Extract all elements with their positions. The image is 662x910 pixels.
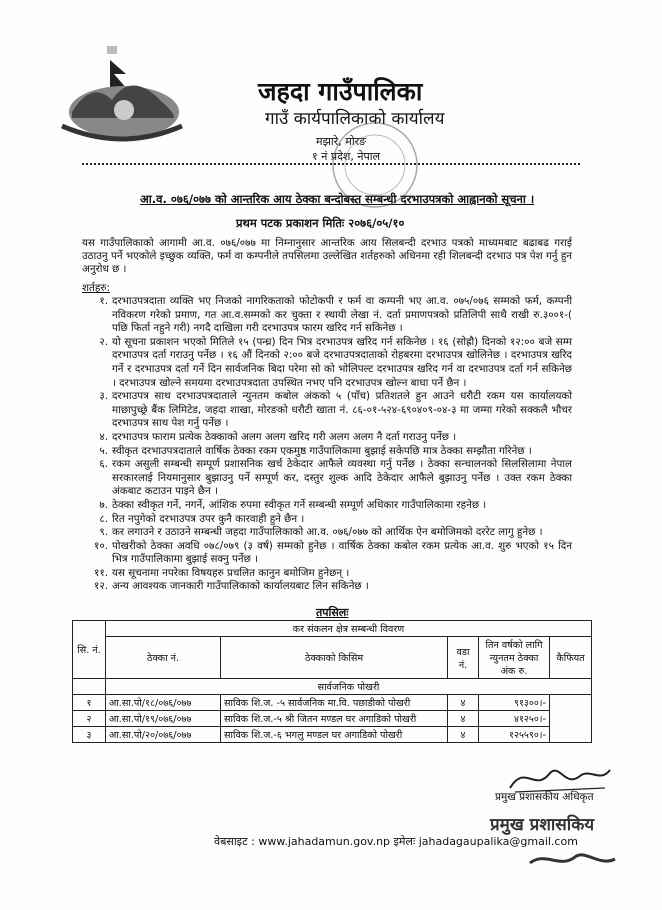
condition-item	[82, 431, 572, 445]
condition-item	[82, 458, 572, 499]
cell-sn: २	[73, 711, 106, 727]
email-link[interactable]: jahadagaupalika@gmail.com	[418, 835, 578, 848]
condition-item	[82, 336, 572, 390]
cell-sn: ३	[73, 727, 106, 743]
condition-number: ३.	[99, 390, 108, 403]
condition-text: दरभाउपत्र साथ दरभाउपत्रदाताले न्युनतम कबोल अंकको ५ (पाँच) प्रतिशतले हुन आउने धरौटी रकम यस कार्यालयको माछापुच्छ्रे बैंक लिमिटेड, जहदा शाखा, मोरङको धरौटी खाता नं. ८६-०१-५२४-६९०४०९-०४-३ मा जम्मा गरेको सक्कलै भौचर दरभाउपत्र साथ पेश गर्नु पर्नेछ ।	[112, 390, 572, 430]
condition-text: रकम असुली सम्बन्धी सम्पूर्ण प्रशासनिक खर्च ठेकेदार आफैले व्यवस्था गर्नु पर्नेछ । ठेक्का सन्चालनको सिलसिलामा नेपाल सरकारलाई नियमानुसार बुझाउनु पर्ने सम्पूर्ण कर, दस्तुर शुल्क आदि ठेकेदार आफैले बुझाउनु पर्नेछ । उक्त रकम ठेक्का अंकबाट कटाउन पाइने छैन ।	[112, 458, 572, 498]
header-contract-no: ठेक्का नं.	[106, 637, 221, 679]
page-title: जहदा गाउँपालिका	[258, 77, 423, 106]
condition-item	[82, 580, 572, 594]
condition-item	[82, 567, 572, 581]
nepal-emblem-icon	[52, 40, 192, 150]
header-sn: सि. नं.	[73, 621, 106, 679]
condition-number: ४.	[99, 430, 108, 443]
cell-contract-no: आ.सा.पो/२०/०७६/०७७	[106, 727, 221, 743]
condition-number: १२.	[94, 580, 108, 593]
cell-contract-no: आ.सा.पो/१८/०७६/०७७	[106, 695, 221, 711]
condition-text: यो सूचना प्रकाशन भएको मितिले १५ (पन्ध्र) दिन भित्र दरभाउपत्र खरिद गर्न सकिनेछ । १६ (सोह्रौ) दिनको १२:०० बजे सम्म दरभाउपत्र दर्ता गराउनु पर्नेछ । १६ औं दिनको २:०० बजे दरभाउपत्रदाताको रोहबरमा दरभाउपत्र खोलिनेछ । दरभाउपत्र खरिद गर्ने र दरभाउपत्र दर्ता गर्ने दिन सार्वजनिक बिदा परेमा सो को भोलिपल्ट दरभाउपत्र खरिद गर्न वा दरभाउपत्र दर्ता गर्न सकिनेछ । दरभाउपत्र खोल्ने समयमा दरभाउपत्रदाता उपस्थित नभए पनि दरभाउपत्र खोल्न बाधा पर्ने छैन ।	[112, 335, 572, 389]
publication-date: प्रथम पटक प्रकाशन मितिः २०७६/०५/१०	[236, 216, 405, 230]
condition-item	[82, 526, 572, 540]
condition-text: रित नपुगेको दरभाउपत्र उपर कुनै कारवाही हुने छैन ।	[112, 512, 305, 525]
official-stamp-text: प्रमुख प्रशासकिय	[490, 815, 595, 835]
condition-text: दरभाउपत्रदाता व्यक्ति भए निजको नागरिकताको फोटोकपी र फर्म वा कम्पनी भए आ.व. ०७५/०७६ सम्मको फर्म, कम्पनी नविकरण गरेको प्रमाण, गत आ.व.सम्मको कर चुक्ता र स्थायी लेखा नं. दर्ता प्रमाणपत्रको प्रतिलिपी साथै राखी रु.३००१-( पछि फिर्ता नहुने गरी) नगदै दाखिला गरी दरभाउपत्र फारम खरिद गर्न सकिनेछ ।	[112, 295, 572, 335]
cell-type: साविक शि.ज. -५ सार्वजनिक मा.वि. पछाडीको पोखरी	[221, 695, 448, 711]
condition-text: कर लगाउने र उठाउने सम्बन्धी जहदा गाउँपालिकाको आ.व. ०७६/०७७ को आर्थिक ऐन बमोजिमको दररेट लागु हुनेछ ।	[112, 526, 543, 539]
condition-number: ६.	[99, 458, 108, 471]
condition-text: स्वीकृत दरभाउपत्रदाताले वार्षिक ठेक्का रकम एकमुष्ठ गाउँपालिकामा बुझाई सकेपछि मात्र ठेक्का सम्झौता गरिनेछ ।	[112, 444, 532, 457]
conditions-heading: शर्तहरु:	[82, 282, 110, 294]
condition-text: यस सूचनामा नपरेका विषयहरु प्रचलित कानुन बमोजिम हुनेछन् ।	[112, 566, 350, 579]
cell-type: साविक शि.ज.-५ श्री जितन मण्डल घर अगाडिको पोखरी	[221, 711, 448, 727]
condition-number: २.	[99, 335, 108, 348]
cell-sn: १	[73, 695, 106, 711]
website-label: वेबसाइट :	[214, 835, 255, 848]
condition-number: १०.	[94, 539, 108, 552]
cell-amount: ९१३००।-	[479, 695, 550, 711]
cell-remarks	[550, 695, 592, 743]
table-row	[73, 695, 592, 711]
condition-item	[82, 540, 572, 567]
table-section-row	[73, 679, 592, 695]
email-label: इमेलः	[393, 835, 416, 848]
condition-item	[82, 445, 572, 459]
notice-intro: यस गाउँपालिकाको आगामी आ.व. ०७६/०७७ मा निम्नानुसार आन्तरिक आय सिलबन्दी दरभाउ पत्रको माध्यमबाट बढाबढ गराई उठाउनु पर्ने भएकोले इच्छुक व्यक्ति, फर्म वा कम्पनीले तपसिलमा उल्लेखित शर्तहरुको अधिनमा रही शिलबन्दी दरभाउ पत्र पेश गर्नु हुन अनुरोध छ ।	[82, 237, 572, 275]
condition-number: ८.	[99, 512, 108, 525]
cell-ward: ४	[448, 711, 479, 727]
condition-number: ५.	[99, 444, 108, 457]
header-type: ठेक्काको किसिम	[221, 637, 448, 679]
cell-contract-no: आ.सा.पो/१९/०७६/०७७	[106, 711, 221, 727]
condition-number: १.	[99, 295, 108, 307]
condition-text: पोखरीको ठेक्का अवधि ०७८/०७९ (३ वर्ष) सम्मको हुनेछ । वार्षिक ठेक्का कबोल रकम प्रत्येक आ.व. शुरु भएको १५ दिन भित्र गाउँपालिकामा बुझाई सक्नु पर्नेछ ।	[112, 539, 572, 566]
table-row	[73, 727, 592, 743]
cell-ward: ४	[448, 727, 479, 743]
condition-number: ९.	[99, 526, 108, 539]
conditions-list	[82, 295, 572, 594]
condition-item	[82, 499, 572, 513]
cell-ward: ४	[448, 695, 479, 711]
header-group: कर संकलन क्षेत्र सम्बन्धी विवरण	[106, 621, 592, 637]
condition-text: दरभाउपत्र फाराम प्रत्येक ठेक्काको अलग अलग खरिद गरी अलग अलग नै दर्ता गराउनु पर्नेछ ।	[112, 430, 457, 443]
cell-amount: ४१२५०।-	[479, 711, 550, 727]
condition-text: अन्य आवश्यक जानकारी गाउँपालिकाको कार्यालयबाट लिन सकिनेछ ।	[112, 580, 369, 593]
section-label: सार्वजनिक पोखरी	[106, 679, 592, 695]
notice-subject: आ.व. ०७६/०७७ को आन्तरिक आय ठेक्का बन्दोबस्त सम्बन्धी दरभाउपत्रको आह्वानको सूचना ।	[140, 192, 535, 206]
contract-table	[72, 620, 592, 743]
header-divider	[82, 163, 580, 165]
address-line-2: १ नं प्रदेश, नेपाल	[312, 150, 381, 163]
header-ward: वडा नं.	[448, 637, 479, 679]
ink-stamp-mark	[520, 845, 620, 875]
condition-item	[82, 390, 572, 431]
address-line-1: मझारे, मोरङ	[316, 135, 367, 148]
signatory-title: प्रमुख प्रशासकीय अधिकृत	[495, 791, 594, 803]
condition-item	[82, 513, 572, 527]
condition-text: ठेक्का स्वीकृत गर्ने, नगर्ने, आंशिक रुपमा स्वीकृत गर्ने सम्बन्धी सम्पूर्ण अधिकार गाउँपालिकामा रहनेछ ।	[112, 498, 487, 511]
header-remarks: कैफियत	[550, 637, 592, 679]
condition-item	[82, 295, 572, 336]
table-group-header-row	[73, 621, 592, 637]
condition-number: ७.	[99, 498, 108, 511]
header-min-amount: तिन वर्षको लागि न्युनतम ठेक्का अंक रु.	[479, 637, 550, 679]
table-row	[73, 711, 592, 727]
website-link[interactable]: www.jahadamun.gov.np	[258, 835, 391, 848]
table-heading: तपसिलः	[316, 606, 349, 619]
office-subtitle: गाउँ कार्यपालिकाको कार्यालय	[265, 109, 445, 129]
condition-number: ११.	[94, 566, 108, 579]
table-header-row	[73, 637, 592, 679]
cell-amount: १२५५९०।-	[479, 727, 550, 743]
cell-type: साविक शि.ज.-६ भगलु मण्डल घर अगाडिको पोखरी	[221, 727, 448, 743]
